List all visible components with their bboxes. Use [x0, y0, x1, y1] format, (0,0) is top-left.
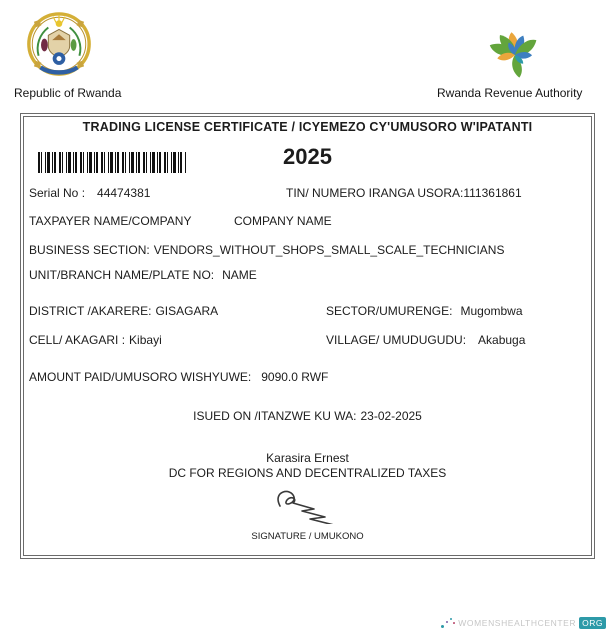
sector-label: SECTOR/UMURENGE: — [326, 304, 453, 318]
business-section-row — [29, 243, 586, 257]
business-label: BUSINESS SECTION: — [29, 243, 150, 257]
amount-value: 9090.0 RWF — [261, 370, 329, 384]
sector-value: Mugombwa — [460, 304, 523, 318]
sparkle-icon — [441, 617, 455, 629]
republic-of-rwanda-caption: Republic of Rwanda — [14, 86, 122, 100]
taxpayer-label: TAXPAYER NAME/COMPANY — [29, 214, 192, 228]
issued-date: 23-02-2025 — [360, 409, 422, 423]
signatory-name: Karasira Ernest — [266, 451, 349, 465]
business-value: VENDORS_WITHOUT_SHOPS_SMALL_SCALE_TECHNICIANS — [153, 243, 505, 257]
district-value: GISAGARA — [155, 304, 219, 318]
amount-label: AMOUNT PAID/UMUSORO WISHYUWE: — [29, 370, 252, 384]
village-value: Akabuga — [478, 333, 526, 347]
watermark-badge: ORG — [579, 617, 606, 629]
district-sector-row — [29, 304, 586, 318]
amount-paid-row — [29, 370, 586, 384]
certificate-year: 2025 — [283, 144, 332, 169]
rwanda-coat-of-arms-icon — [24, 9, 94, 81]
watermark-text: WOMENSHEALTHCENTER — [458, 618, 577, 628]
watermark — [441, 617, 606, 629]
cell-village-row — [29, 333, 586, 347]
taxpayer-row — [29, 214, 586, 228]
serial-row — [29, 186, 586, 200]
certificate-title: TRADING LICENSE CERTIFICATE / ICYEMEZO CY'UMUSORO W'IPATANTI — [82, 120, 533, 134]
taxpayer-value: COMPANY NAME — [234, 214, 332, 228]
issued-label: ISUED ON /ITANZWE KU WA: — [193, 409, 357, 423]
issued-on-row — [29, 409, 586, 423]
village-label: VILLAGE/ UMUDUGUDU: — [326, 333, 467, 347]
tin-label: TIN/ NUMERO IRANGA USORA: — [286, 186, 464, 200]
unit-label: UNIT/BRANCH NAME/PLATE NO: — [29, 268, 215, 282]
district-label: DISTRICT /AKARERE: — [29, 304, 152, 318]
serial-value: 44474381 — [97, 186, 151, 200]
serial-label: Serial No : — [29, 186, 86, 200]
signature-caption: SIGNATURE / UMUKONO — [251, 531, 364, 542]
tin-field — [286, 186, 522, 200]
cell-value: Kibayi — [129, 333, 162, 347]
rwanda-revenue-authority-icon — [476, 5, 554, 81]
certificate-box — [20, 113, 595, 559]
signatory-title: DC FOR REGIONS AND DECENTRALIZED TAXES — [168, 466, 447, 480]
unit-branch-row — [29, 268, 586, 282]
village-field — [326, 333, 525, 347]
cell-label: CELL/ AKAGARI : — [29, 333, 126, 347]
sector-field — [326, 304, 523, 318]
unit-value: NAME — [222, 268, 257, 282]
signature-icon — [262, 486, 354, 524]
tin-value: 111361861 — [463, 186, 522, 200]
rra-caption: Rwanda Revenue Authority — [437, 86, 583, 100]
